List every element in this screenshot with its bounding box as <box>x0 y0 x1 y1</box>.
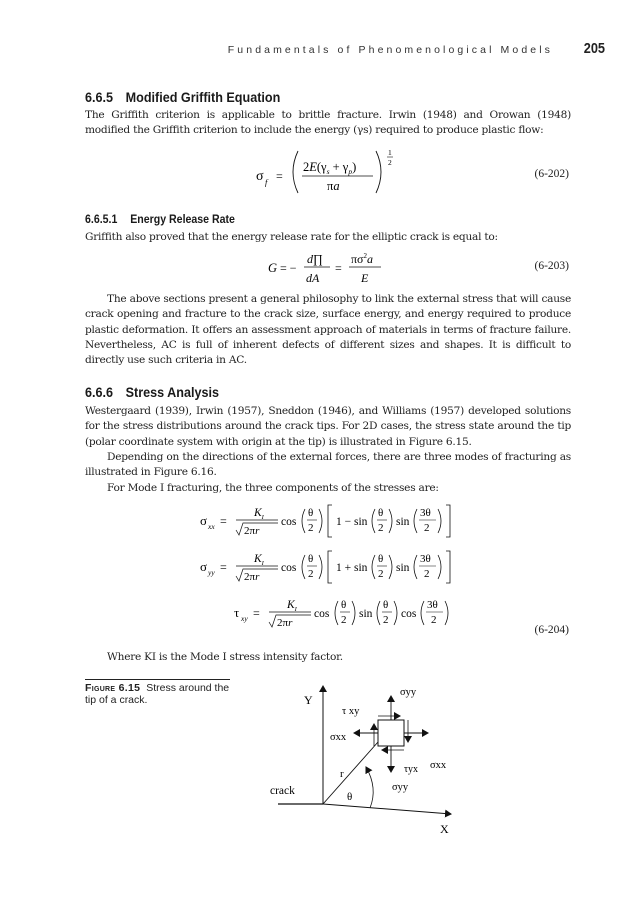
label-sigma-yy-bottom: σyy <box>392 782 409 793</box>
energy-release-paragraph: Griffith also proved that the energy release rate for the elliptic crack is equal to: <box>85 231 498 243</box>
svg-text:σ: σ <box>200 513 208 528</box>
svg-text:sin: sin <box>359 608 373 620</box>
label-r: r <box>340 768 344 780</box>
svg-text:cos: cos <box>314 608 330 620</box>
figure-6-15-diagram <box>260 680 480 840</box>
section-heading-6-6-5 <box>85 89 280 105</box>
eq-equals: = <box>276 169 283 183</box>
eq-G: G <box>268 261 278 275</box>
eq-den-E: E <box>361 271 369 285</box>
svg-text:KI: $K_I$ <box>287 599 297 613</box>
section-title: Modified Griffith Equation <box>125 89 281 105</box>
label-y-axis: Y <box>304 693 313 707</box>
svg-text:xy: xy <box>241 614 248 623</box>
svg-text:=: = <box>220 560 227 574</box>
running-head-title: Fundamentals of Phenomenological Models <box>227 44 553 56</box>
modes-paragraph: Depending on the directions of the external forces, there are three modes of fracturing as illustrated in Figure 6.16. <box>85 451 571 479</box>
theta-arc <box>366 767 373 808</box>
eq-tau-xy <box>234 599 448 629</box>
figure-label: Figure 6.15 <box>85 682 141 694</box>
equation-6-203 <box>266 245 416 289</box>
stress-analysis-paragraph: Westergaard (1939), Irwin (1957), Sneddon (1946), and Williams (1957) developed solutions for the stress distributions around the crack tips. For 2D cases, the stress state around the tip (polar coordinate system with origin at the tip) is illustrated in Figure 6.15. <box>85 405 571 448</box>
label-sigma-yy-top: σyy <box>400 687 417 698</box>
griffith-paragraph: The Griffith criterion is applicable to brittle fracture. Irwin (1948) and Orowan (1948) modified the Griffith criterion to include the energy (γs) required to produce plastic flow: <box>85 109 571 137</box>
equation-number-6-202: (6-202) <box>534 168 569 180</box>
eq-numerator: $2E(\gamma_s + \gamma_p)$ <box>303 160 357 176</box>
svg-text:KI: $K_I$ <box>254 553 264 567</box>
svg-text:1 − sin: 1 − sin <box>336 516 368 528</box>
eq-equals: = − <box>280 261 297 275</box>
svg-text:θ: θ <box>308 507 314 519</box>
svg-text:2: 2 <box>383 614 389 626</box>
eq-sigma-f: σ <box>256 169 264 184</box>
label-tau-yx: τyx <box>404 764 419 775</box>
mode-one-intro: For Mode I fracturing, the three components of the stresses are: <box>107 482 439 494</box>
svg-text:2πr: 2πr <box>244 571 260 583</box>
equation-number-6-203: (6-203) <box>534 260 569 272</box>
svg-text:σ: σ <box>200 559 208 574</box>
page-number: 205 <box>583 40 605 57</box>
svg-text:cos: cos <box>281 516 297 528</box>
section-title: Stress Analysis <box>125 384 220 400</box>
section-heading-6-6-6 <box>85 384 219 400</box>
svg-text:2: 2 <box>308 568 314 580</box>
section-number: 6.6.5 <box>85 89 114 105</box>
label-tau-xy: τ xy <box>342 706 360 717</box>
equation-6-202 <box>250 145 420 197</box>
svg-text:sin: sin <box>396 562 410 574</box>
svg-text:2: 2 <box>424 522 430 534</box>
svg-text:3θ: 3θ <box>420 553 431 565</box>
svg-text:=: = <box>220 514 227 528</box>
eq-denominator: πa <box>327 179 340 193</box>
figure-caption <box>85 679 230 706</box>
svg-text:2: 2 <box>431 614 437 626</box>
figure-caption-text: Stress around the tip of a crack. <box>85 682 230 706</box>
svg-text:1 + sin: 1 + sin <box>336 562 368 574</box>
label-sigma-xx-left: σxx <box>330 732 347 743</box>
eq-right-paren <box>376 151 381 193</box>
eq-sigma-xx <box>200 505 450 537</box>
svg-text:cos: cos <box>281 562 297 574</box>
svg-text:cos: cos <box>401 608 417 620</box>
svg-text:2: 2 <box>308 522 314 534</box>
svg-text:yy: yy <box>208 568 215 577</box>
equation-number-6-204: (6-204) <box>534 624 569 636</box>
label-crack: crack <box>270 785 295 797</box>
stress-element <box>378 720 404 746</box>
eq-subscript-f: f <box>265 177 268 187</box>
eq-num-dPi: d∏ <box>307 252 323 266</box>
svg-text:θ: θ <box>308 553 314 565</box>
svg-text:θ: θ <box>383 599 389 611</box>
section-number: 6.6.6 <box>85 384 114 400</box>
section-title: Energy Release Rate <box>130 214 235 226</box>
svg-text:xx: xx <box>208 522 215 531</box>
svg-text:2: 2 <box>378 522 384 534</box>
label-theta: θ <box>347 791 353 803</box>
svg-text:2: 2 <box>378 568 384 580</box>
svg-text:=: = <box>253 606 260 620</box>
equation-6-204 <box>198 496 468 646</box>
svg-text:2: 2 <box>341 614 347 626</box>
label-sigma-xx-right: σxx <box>430 760 447 771</box>
svg-text:θ: θ <box>341 599 347 611</box>
svg-text:2πr: 2πr <box>244 525 260 537</box>
eq-equals-2: = <box>335 261 342 275</box>
eq-exp-one: 1 <box>388 148 392 157</box>
x-axis <box>323 804 451 814</box>
eq-left-paren <box>293 151 298 193</box>
svg-text:2: 2 <box>424 568 430 580</box>
svg-text:θ: θ <box>378 553 384 565</box>
svg-text:2πr: 2πr <box>277 617 293 629</box>
svg-text:sin: sin <box>396 516 410 528</box>
svg-text:3θ: 3θ <box>420 507 431 519</box>
svg-text:θ: θ <box>378 507 384 519</box>
svg-text:3θ: 3θ <box>427 599 438 611</box>
svg-text:KI: $K_I$ <box>254 507 264 521</box>
where-ki-text: Where KI is the Mode I stress intensity factor. <box>107 651 343 663</box>
section-number: 6.6.5.1 <box>85 214 118 226</box>
eq-num-pisig: $\pi\sigma^2a$ <box>351 252 374 266</box>
section-heading-6-6-5-1 <box>85 214 235 226</box>
eq-sigma-yy <box>200 551 450 583</box>
eq-exp-two: 2 <box>388 158 392 167</box>
label-x-axis: X <box>440 822 449 836</box>
svg-text:τ: τ <box>234 605 240 620</box>
eq-den-dA: dA <box>306 271 320 285</box>
philosophy-paragraph: The above sections present a general philosophy to link the external stress that will cause crack opening and fracture to the crack size, surface energy, and energy required to produce plastic deformation. It offers an assessment approach of materials in terms of fracture failure. Nevertheless, AC is full of inherent defects of different sizes and shapes. It is difficult to directly use such criteria in AC. <box>85 293 571 367</box>
